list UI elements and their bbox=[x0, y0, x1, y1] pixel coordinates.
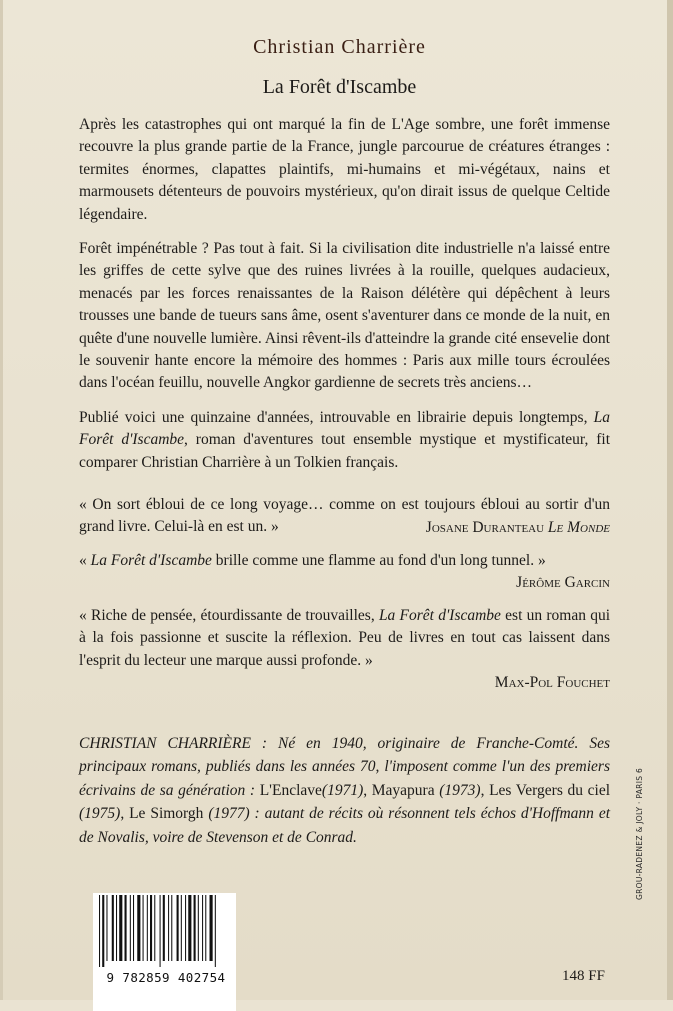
barcode-bar bbox=[116, 895, 117, 961]
barcode-bar bbox=[150, 895, 152, 961]
isbn-barcode bbox=[93, 893, 236, 1011]
author-biography: CHRISTIAN CHARRIÈRE : Né en 1940, originaire de Franche-Comté. Ses principaux romans, publiés dans les années 70, l'imposent comme l'un des premiers écrivains de sa génération : L'Enclave(1971), Mayapura (1973), Les Vergers du ciel (1975), Le Simorgh (1977) : autant de récits où résonnent tels échos d'Hoffmann et de Novalis, voire de Stevenson et de Conrad. bbox=[79, 735, 611, 846]
barcode-bar bbox=[106, 895, 107, 961]
author-name: Christian Charrière bbox=[253, 36, 426, 58]
review-quote-2 bbox=[79, 550, 610, 595]
barcode-bar bbox=[160, 895, 161, 967]
barcode-bar bbox=[198, 895, 199, 961]
barcode-bar bbox=[202, 895, 203, 961]
barcode-bar bbox=[194, 895, 196, 961]
book-title: La Forêt d'Iscambe bbox=[262, 76, 417, 98]
barcode-bar bbox=[143, 895, 144, 961]
blurb bbox=[79, 114, 610, 486]
barcode-bar bbox=[133, 895, 134, 961]
barcode-bar bbox=[154, 895, 155, 961]
barcode-bar bbox=[210, 895, 213, 961]
blurb-paragraph-2: Forêt impénétrable ? Pas tout à fait. Si la civilisation dite industrielle n'a laissé entre les griffes de cette sylve que des ruines livrées à la rouille, quelques audacieux, menacés par les forces renaissantes de la Raison délétère qui dépêchent à leurs trousses une bande de tueurs sans âme, osent s'aventurer dans ce monde de la nuit, en quête d'une nouvelle lumière. Ainsi rêvent-ils d'atteindre la grande cité ensevelie dont le souvenir hante encore la mémoire des hommes : Paris aux mille tours écroulées dans l'océan feuillu, nouvelle Angkor gardienne de secrets très anciens… bbox=[79, 240, 610, 392]
blurb-paragraph-1: Après les catastrophes qui ont marqué la fin de L'Age sombre, une forêt immense recouvre la plus grande partie de la France, jungle parcourue de créatures étranges : termites énormes, clapattes plaintifs, mi-humains et mi-végétaux, nains et marmousets détenteurs de pouvoirs mystérieux, qu'on dirait issus de quelque Celtide légendaire. bbox=[79, 116, 610, 223]
barcode-bar bbox=[177, 895, 179, 961]
review-quote-3 bbox=[79, 605, 610, 695]
barcode-bar bbox=[171, 895, 172, 961]
barcode-bar bbox=[188, 895, 191, 961]
blurb-paragraph-3: Publié voici une quinzaine d'années, introuvable en librairie depuis longtemps, La Forêt d'Iscambe, roman d'aventures tout ensemble mystique et mystificateur, fit comparer Christian Charrière à un Tolkien français. bbox=[79, 408, 611, 471]
quote-source: Max-Pol Fouchet bbox=[494, 674, 610, 692]
barcode-bar bbox=[168, 895, 169, 961]
barcode-bar bbox=[102, 895, 104, 967]
isbn-number: 9 782859 402754 bbox=[106, 970, 226, 985]
quote-text: « La Forêt d'Iscambe brille comme une flamme au fond d'un long tunnel. » bbox=[79, 552, 546, 569]
barcode-bar bbox=[147, 895, 148, 961]
barcode-bar bbox=[112, 895, 114, 961]
barcode-bar bbox=[130, 895, 131, 961]
barcode-bars bbox=[93, 893, 236, 967]
barcode-bar bbox=[137, 895, 140, 961]
barcode-bar bbox=[163, 895, 165, 961]
barcode-bar bbox=[205, 895, 206, 961]
quote-source: Jérôme Garcin bbox=[516, 574, 610, 592]
barcode-bar bbox=[119, 895, 122, 961]
barcode-bar bbox=[125, 895, 127, 961]
barcode-bar bbox=[215, 895, 216, 967]
barcode-bar bbox=[99, 895, 100, 967]
barcode-bar bbox=[181, 895, 182, 961]
quote-source: Josane Duranteau Le Monde bbox=[425, 518, 610, 536]
barcode-bar bbox=[185, 895, 186, 961]
quote-text: « On sort ébloui de ce long voyage… comme on est toujours ébloui au sortir d'un grand livre. Celui-là en est un. » bbox=[79, 496, 610, 536]
quote-text: « Riche de pensée, étourdissante de trouvailles, La Forêt d'Iscambe est un roman qui à la fois passionne et suscite la réflexion. Peu de livres en tout cas laissent dans l'esprit du lecteur une marque aussi profonde. » bbox=[79, 607, 610, 669]
title-reference: La Forêt d'Iscambe bbox=[79, 408, 610, 449]
price: 148 FF bbox=[562, 968, 605, 984]
review-quote-1 bbox=[79, 494, 610, 539]
printer-credit: GROU-RADENEZ & JOLY · PARIS 6 bbox=[635, 767, 644, 900]
